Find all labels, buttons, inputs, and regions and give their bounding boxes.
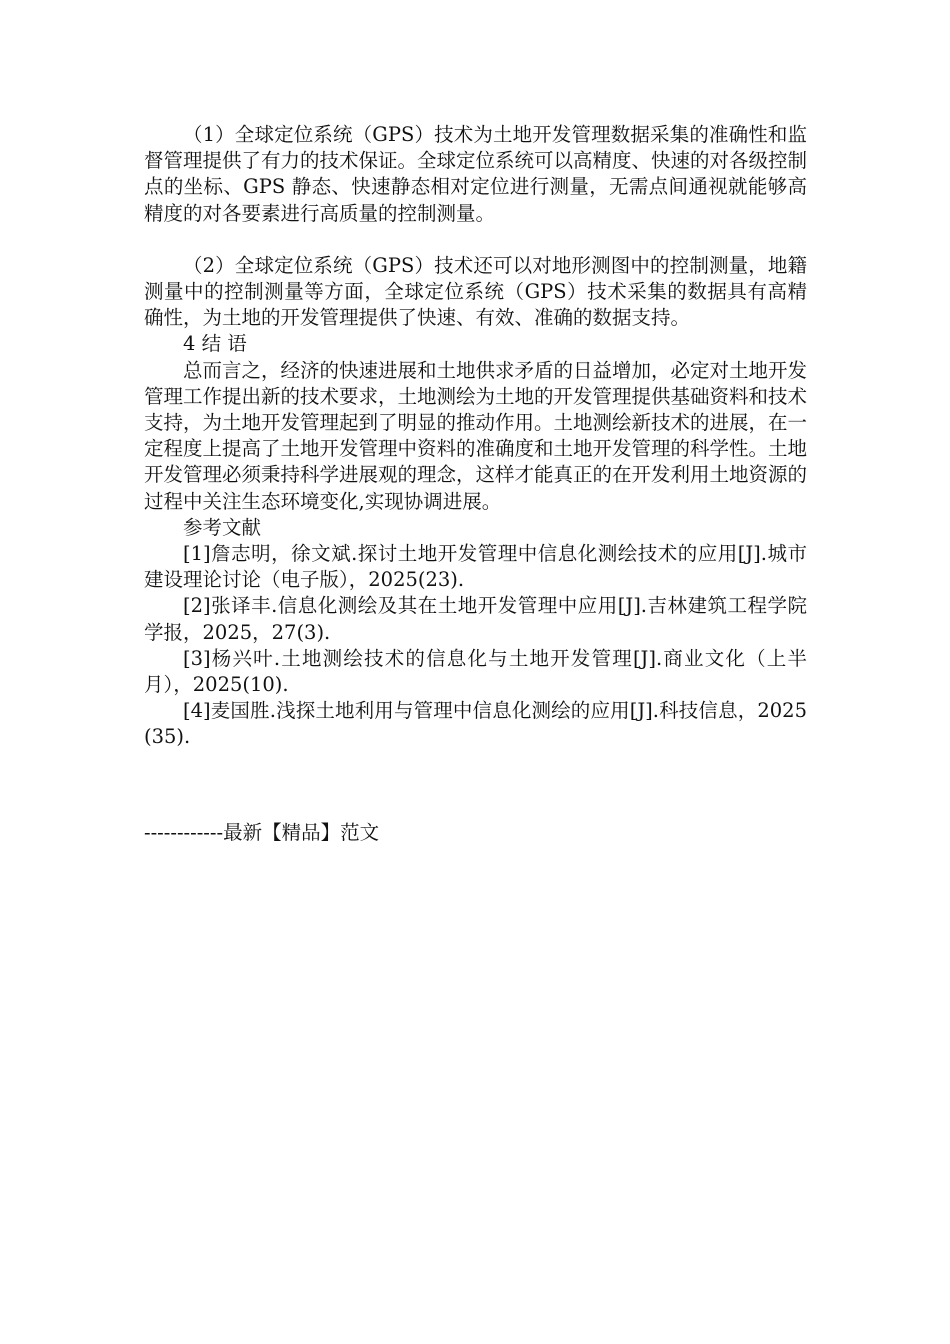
paragraph-gps-data-collection: （1）全球定位系统（GPS）技术为土地开发管理数据采集的准确性和监督管理提供了有力的技术保证。全球定位系统可以高精度、快速的对各级控制点的坐标、GPS 静态、快速静态相对定位进行测量，无需点间通视就能够高精度的对各要素进行高质量的控制测量。 <box>144 123 808 225</box>
reference-item: [2]张译丰.信息化测绘及其在土地开发管理中应用[J].吉林建筑工程学院学报，2025，27(3). <box>144 594 807 644</box>
reference-item: [4]麦国胜.浅探土地利用与管理中信息化测绘的应用[J].科技信息，2025(35). <box>144 699 807 749</box>
paragraph-spacer <box>144 227 807 253</box>
references-heading: 参考文献 <box>183 515 262 539</box>
document-body <box>144 122 807 751</box>
reference-item: [3]杨兴叶.土地测绘技术的信息化与土地开发管理[J].商业文化（上半月），2025(10). <box>144 646 807 697</box>
footer-tagline: ------------最新【精品】范文 <box>144 821 380 844</box>
conclusion-heading: 4 结 语 <box>183 332 247 356</box>
paragraph-gps-control-survey: （2）全球定位系统（GPS）技术还可以对地形测图中的控制测量，地籍测量中的控制测量等方面，全球定位系统（GPS）技术采集的数据具有高精确性，为土地的开发管理提供了快速、有效、准确的数据支持。 <box>144 253 807 330</box>
conclusion-paragraph: 总而言之，经济的快速进展和土地供求矛盾的日益增加，必定对土地开发管理工作提出新的技术要求，土地测绘为土地的开发管理提供基础资料和技术支持，为土地开发管理起到了明显的推动作用。土地测绘新技术的进展，在一定程度上提高了土地开发管理中资料的准确度和土地开发管理的科学性。土地开发管理必须秉持科学进展观的理念，这样才能真正的在开发利用土地资源的过程中关注生态环境变化,实现协调进展。 <box>144 358 808 513</box>
reference-item: [1]詹志明，徐文斌.探讨土地开发管理中信息化测绘技术的应用[J].城市建设理论讨论（电子版），2025(23). <box>144 542 807 592</box>
